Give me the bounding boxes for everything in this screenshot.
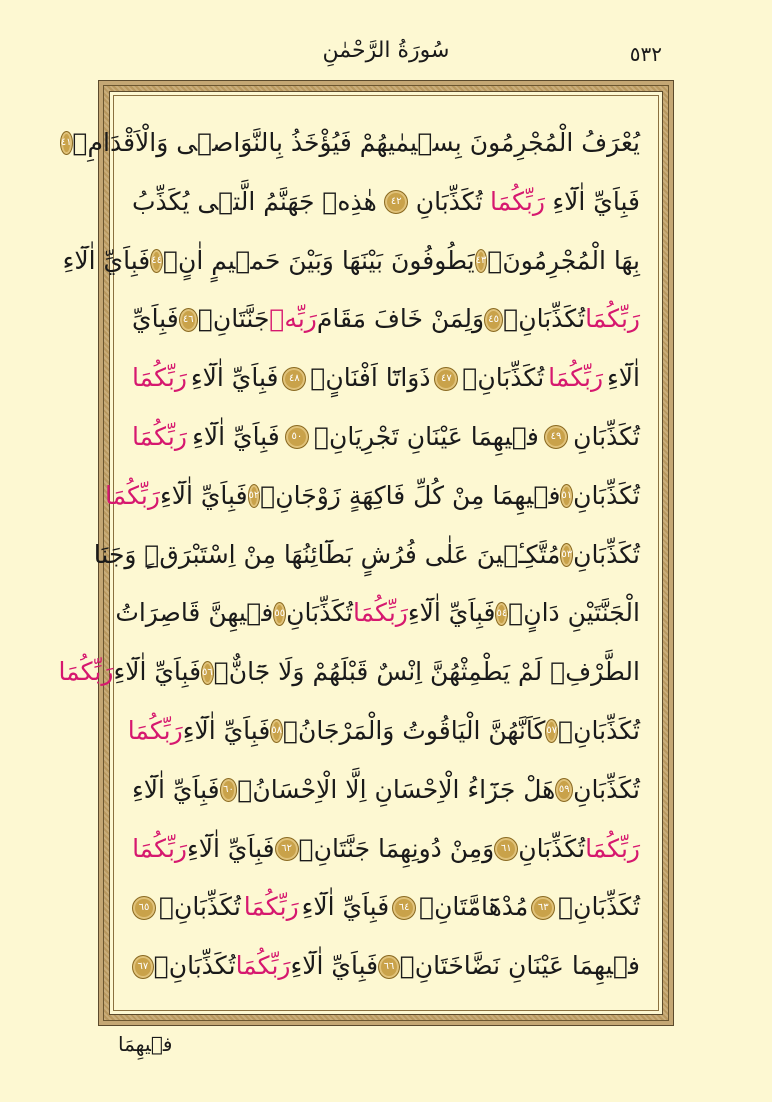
highlighted-word: رَبِّكُمَا [243,892,299,922]
verse-number-marker: ٥٩ [555,778,573,802]
verse-text: فَبِاَيِّ [132,304,179,334]
verse-text: هٰذِهٖ جَهَنَّمُ الَّتٖى يُكَذِّبُ [132,186,377,216]
verse-number-marker: ٤٧ [434,367,458,391]
verse-number-marker: ٥٤ [495,602,508,626]
surah-title: سُورَةُ الرَّحْمٰنِ [322,38,450,63]
highlighted-word: رَبِّكُمَا [235,951,291,981]
verse-text: تُكَذِّبَانِ [573,480,640,510]
verse-line [132,290,640,349]
verse-line [105,467,640,526]
verse-number-marker: ٦٦ [378,955,400,979]
highlighted-word: رَبِّكُمَا [585,833,640,863]
verse-text: فَبِاَيِّ اٰلَٓاءِ [62,245,151,275]
verse-number-marker: ٤٤ [150,249,163,273]
verse-text: يَطُوفُونَ بَيْنَهَا وَبَيْنَ حَمٖيمٍ اٰنٍۚ [162,245,475,275]
page-number: ٥٣٢ [629,42,662,66]
verse-text: ذَوَاتَٓا اَفْنَانٍۚ [310,363,431,393]
verse-text: فٖيهِمَا عَيْنَانِ تَجْرِيَانِۚ [314,421,539,451]
verse-line [132,349,640,408]
verse-text: وَمِنْ دُونِهِمَا جَنَّتَانِۚ [298,833,495,863]
verse-number-marker: ٦١ [494,837,518,861]
verse-number-marker: ٦٠ [220,778,238,802]
verse-text: فٖيهِمَا عَيْنَانِ نَضَّاخَتَانِۚ [399,951,640,981]
verse-number-marker: ٦٤ [392,896,416,920]
verse-line [115,584,640,643]
verse-text: فَبِاَيِّ اٰلَٓاءِ [552,186,640,216]
verse-line [60,114,640,173]
verse-number-marker: ٤٢ [384,190,408,214]
page-frame [58,80,674,1026]
verse-text: مُدْهَٓامَّتَانِۚ [419,892,529,922]
highlighted-word: رَبِّكُمَا [132,363,187,393]
verse-text: تُكَذِّبَانِ [573,421,640,451]
verse-text: تُكَذِّبَانِ [573,774,640,804]
verse-text: يُعْرَفُ الْمُجْرِمُونَ بِسٖيمٰيهُمْ فَيُؤْخَذُ بِالنَّوَاصٖى وَالْاَقْدَامِۚ [72,128,640,157]
verse-text: هَلْ جَزَٓاءُ الْاِحْسَانِ اِلَّا الْاِحْسَانُۚ [237,774,556,804]
verse-text: تُكَذِّبَانِۚ [158,892,241,922]
verse-number-marker: ٤٩ [544,425,568,449]
highlighted-word: رَبِّكُمَا [132,421,187,451]
verse-text: تُكَذِّبَانِۚ [558,715,640,745]
catchword: فٖيهِمَا [118,1032,173,1056]
verse-text: فَبِاَيِّ اٰلَٓاءِ [407,598,496,628]
verse-line [132,937,640,996]
verse-line [93,526,640,585]
verse-text: فَبِاَيِّ اٰلَٓاءِ [290,951,379,981]
verse-text: فٖيهِمَا مِنْ كُلِّ فَاكِهَةٍ زَوْجَانِۚ [260,480,561,510]
verse-lines [58,114,640,996]
verse-text: فَبِاَيِّ اٰلَٓاءِ [190,363,279,393]
verse-text: تُكَذِّبَانِۙ [558,892,640,922]
highlighted-word: رَبِّكُمَا [548,363,604,393]
verse-number-marker: ٤٣ [475,249,488,273]
highlighted-word: رَبِّهٖ [269,304,317,334]
highlighted-word: رَبِّكُمَا [490,186,545,216]
verse-text: فَبِاَيِّ اٰلَٓاءِ [186,833,275,863]
verse-line [132,173,640,232]
verse-number-marker: ٥٧ [545,719,558,743]
verse-line [132,761,640,820]
verse-text: الْجَنَّتَيْنِ دَانٍۚ [508,598,640,628]
highlighted-word: رَبِّكُمَا [58,657,114,687]
verse-line [127,702,640,761]
verse-number-marker: ٥٢ [248,484,261,508]
highlighted-word: رَبِّكُمَا [352,598,408,628]
verse-text: بِهَا الْمُجْرِمُونَۢ [487,245,640,275]
verse-number-marker: ٥٣ [560,543,573,567]
verse-text: فَبِاَيِّ اٰلَٓاءِ [113,657,202,687]
verse-number-marker: ٥٨ [270,719,283,743]
verse-number-marker: ٤١ [60,131,73,155]
verse-text: تُكَذِّبَانِۙ [462,363,545,393]
verse-line [58,643,640,702]
verse-text: جَنَّتَانِۚ [197,304,270,334]
verse-text: اٰلَٓاءِ [607,363,640,393]
verse-number-marker: ٥١ [560,484,573,508]
verse-text: تُكَذِّبَانِۚ [153,951,236,981]
verse-number-marker: ٥٦ [201,661,214,685]
verse-number-marker: ٤٨ [282,367,306,391]
verse-number-marker: ٤٥ [484,308,503,332]
page-header [0,38,772,78]
text-area [58,91,663,1015]
verse-text: فَبِاَيِّ اٰلَٓاءِ [132,774,220,804]
highlighted-word: رَبِّكُمَا [585,304,640,334]
verse-text: الطَّرْفِۙ لَمْ يَطْمِثْهُنَّ اِنْسٌ قَبْلَهُمْ وَلَا جَٓانٌّۚ [213,657,640,687]
verse-text: فَبِاَيِّ اٰلَٓاءِ [192,421,280,451]
verse-text: تُكَذِّبَانِ [573,539,640,569]
verse-text: فَبِاَيِّ اٰلَٓاءِ [301,892,390,922]
verse-line [132,878,640,937]
highlighted-word: رَبِّكُمَا [127,715,183,745]
verse-text: تُكَذِّبَانِ [415,186,483,216]
verse-text: كَاَنَّهُنَّ الْيَاقُوتُ وَالْمَرْجَانُۚ [283,715,546,745]
verse-text: فَبِاَيِّ اٰلَٓاءِ [182,715,271,745]
verse-line [132,408,640,467]
verse-text: وَلِمَنْ خَافَ مَقَامَ [316,304,485,334]
verse-text: تُكَذِّبَانِ [286,598,353,628]
verse-line [132,820,640,879]
verse-text: فٖيهِنَّ قَاصِرَاتُ [115,598,274,628]
verse-text: تُكَذِّبَانِ۟ [503,304,586,334]
verse-number-marker: ٦٥ [132,896,156,920]
verse-number-marker: ٥٠ [285,425,309,449]
verse-text: فَبِاَيِّ اٰلَٓاءِ [159,480,248,510]
verse-number-marker: ٦٢ [275,837,299,861]
verse-number-marker: ٦٧ [132,955,154,979]
verse-text: تُكَذِّبَانِ [518,833,586,863]
highlighted-word: رَبِّكُمَا [105,480,160,510]
verse-line [62,232,640,291]
verse-number-marker: ٦٣ [531,896,555,920]
verse-number-marker: ٤٦ [179,308,198,332]
verse-text: مُتَّكِـٖٔينَ عَلٰى فُرُشٍ بَطَٓائِنُهَا مِنْ اِسْتَبْرَقٍۜ وَجَنَا [93,539,561,569]
verse-number-marker: ٥٥ [273,602,286,626]
highlighted-word: رَبِّكُمَا [132,833,187,863]
